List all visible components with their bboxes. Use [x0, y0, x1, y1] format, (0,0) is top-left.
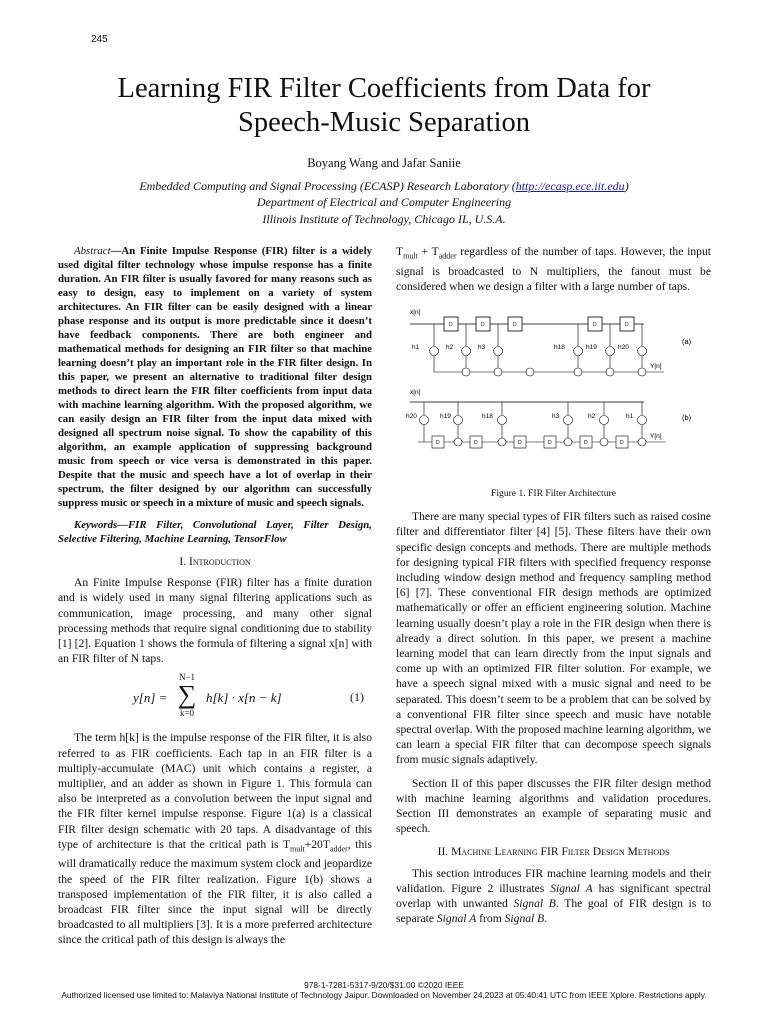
- delay-label: D: [593, 321, 597, 328]
- coeff-label: h19: [586, 343, 597, 351]
- intro-p2-part-c: , this will dramatically reduce the maximum system clock and jeopardize the speed of the FIR filter realization. Figure 1(b) shows a transposed implementation of the FIR filter, it is also called a broadcast FIR filter since the input signal will be directly broadcasted to all multipliers [3]. It is a more preferred architecture since the critical path of this design is always the: [58, 837, 372, 947]
- multiplier-taps-a: [430, 321, 647, 372]
- delay-label: D: [436, 439, 440, 446]
- coeff-label: h1: [412, 343, 420, 351]
- output-label-a: Y[n]: [650, 362, 662, 370]
- footer-license: Authorized licensed use limited to: Malaviya National Institute of Technology Jaipur. Downloaded on November 24,2023 at 05:40:41 UTC from IEEE Xplore. Restrictions apply.: [61, 990, 707, 1000]
- figure-1-caption: Figure 1. FIR Filter Architecture: [491, 487, 616, 499]
- title-line-1: Learning FIR Filter Coefficients from Data for: [117, 73, 651, 104]
- equation-body: h[k] · x[n − k]: [206, 690, 282, 706]
- signal-b-term: Signal B: [513, 897, 556, 910]
- summation: [172, 672, 202, 718]
- intro-paragraph-1: An Finite Impulse Response (FIR) filter has a finite duration and is widely used in many signal filtering applications such as communication, image processing, and many other signal processing methods that require signal conditioning due to stability [1] [2]. Equation 1 shows the formula of filtering a signal x[n] with an FIR filter of N taps.: [58, 576, 372, 666]
- coeff-label: h2: [446, 343, 454, 351]
- coeff-label: h20: [406, 412, 417, 420]
- right-p4-e: .: [544, 912, 548, 926]
- intro-p2-part-b: +20T: [304, 837, 330, 851]
- delay-label: D: [625, 321, 629, 328]
- delay-adder-chain-b: [418, 436, 666, 448]
- lab-name: Embedded Computing and Signal Processing (ECASP) Research Laboratory (: [139, 179, 516, 193]
- output-label-b: Y[n]: [650, 432, 662, 440]
- page-number: 245: [91, 34, 108, 45]
- signal-b-term: Signal B: [504, 912, 545, 926]
- delay-label: D: [449, 321, 453, 328]
- left-column: [58, 244, 372, 956]
- coeff-label: h1: [626, 412, 634, 420]
- coeff-label: h20: [618, 343, 629, 351]
- sub-label-a: (a): [682, 336, 692, 346]
- affiliation-institute: Illinois Institute of Technology, Chicago IL, U.S.A.: [262, 212, 506, 226]
- delay-label: D: [513, 321, 517, 328]
- section-title: Introduction: [189, 555, 251, 568]
- coeff-labels-a: [412, 337, 692, 370]
- sub-label-b: (b): [682, 412, 692, 422]
- delay-label: D: [518, 439, 522, 446]
- abstract-label: Abstract: [74, 245, 111, 257]
- paper-title: [0, 72, 768, 140]
- section-heading-methods: [396, 844, 711, 859]
- keywords: Keywords—FIR Filter, Convolutional Layer, Filter Design, Selective Filtering, Machine Learning, TensorFlow: [58, 519, 372, 545]
- intro-paragraph-2: [58, 730, 372, 947]
- delay-label: D: [548, 439, 552, 446]
- footer-isbn: 978-1-7281-5317-9/20/$31.00 ©2020 IEEE: [304, 980, 464, 990]
- right-column: [396, 244, 711, 934]
- section-number: I.: [179, 555, 187, 568]
- affiliation-department: Department of Electrical and Computer Engineering: [256, 195, 512, 209]
- section-heading-intro: [58, 554, 372, 569]
- lab-url-link[interactable]: http://ecasp.ece.iit.edu: [515, 179, 625, 193]
- section-title: Machine Learning FIR Filter Design Methods: [451, 845, 670, 859]
- multiplier-taps-b: [420, 402, 647, 442]
- equation-number: (1): [350, 690, 364, 705]
- signal-a-term: Signal A: [436, 912, 477, 926]
- abstract: [58, 244, 372, 510]
- right-p4-d: from: [476, 912, 505, 926]
- delay-label: D: [481, 321, 485, 328]
- right-p1-t: T: [396, 245, 404, 258]
- right-paragraph-4: [396, 866, 711, 927]
- abstract-text: —An Finite Impulse Response (FIR) filter is a widely used digital filter technology whose impulse response has a finite duration. An FIR filter is usually favored for many reasons such as easy to design, easy to implement on a variety of system architectures. An FIR filter can be easily designed with a linear phase response and its output is more predictable since it doesn’t have feedback components. There are both engineer and mathematical methods for designing an FIR filter so that machine learning doesn’t play an important role in the FIR filter design. In this paper, we present an alternative to traditional filter design methods to direct learn the FIR filter coefficients from input data with machine learning algorithm. With the proposed algorithm, we can easily design an FIR filter from the input data mixed with designed all spectrum noise signal. To show the capability of this algorithm, an example application of suppressing background music from speech or vice versa is demonstrated in this paper. Despite that the music and speech have a lot of overlap in their spectrum, the filter designed by our algorithm can successfully suppress music or speech in a mixture of music and speech signals.: [58, 245, 372, 509]
- delay-labels-b: [436, 440, 624, 446]
- coeff-label: h3: [552, 412, 560, 420]
- coeff-label: h18: [554, 343, 565, 351]
- right-p1-plus-t: + T: [417, 245, 439, 258]
- affiliation-lab: [0, 179, 768, 194]
- signal-a-term: Signal A: [550, 881, 593, 895]
- input-label-a: x[n]: [410, 308, 421, 316]
- delay-label: D: [620, 439, 624, 446]
- authors: Boyang Wang and Jafar Saniie: [307, 156, 461, 170]
- right-paragraph-1: [396, 244, 711, 294]
- sum-upper-limit: N−1: [178, 672, 196, 683]
- equation-lhs: y[n] =: [133, 690, 168, 706]
- delay-label: D: [474, 439, 478, 446]
- right-paragraph-2: There are many special types of FIR filters such as raised cosine filter and differentiator filter [4] [5]. These filters have their own specific design concepts and methods. There are multiple methods for designing typical FIR filters with specified frequency response including window design method and frequency sampling method [6] [7]. These conventional FIR design methods are optimized mathematically or offer an efficient engineering solution. Machine learning usually doesn’t play a role in the FIR design when there is already a direct solution. In this paper, we present a machine learning model that can learn directly from the input signals and come up with an optimized FIR filter solution. For example, we have a speech signal mixed with a music signal and need to be separated. This doesn’t seem to be a problem that can be solved by a conventional FIR filter since speech and music have notable spectral overlap. With the proposed machine learning algorithm, we can learn a special FIR filter that can decompose speech signals from music signals adaptively.: [396, 510, 711, 767]
- equation-1: [58, 674, 372, 720]
- delay-label: D: [584, 439, 588, 446]
- figure-1-fir-architecture: [396, 302, 711, 482]
- sum-lower-limit: k=0: [179, 708, 195, 719]
- title-line-2: Speech-Music Separation: [237, 107, 531, 138]
- subscript-adder-2: adder: [438, 251, 457, 261]
- coeff-label: h18: [482, 412, 493, 420]
- section-number: II.: [437, 845, 449, 859]
- coeff-label: h3: [478, 343, 486, 351]
- adder-chain-a: [434, 368, 664, 376]
- sigma-icon: ∑: [177, 680, 197, 710]
- coeff-label: h19: [440, 412, 451, 420]
- input-label-b: x[n]: [410, 388, 421, 396]
- coeff-label: h2: [588, 412, 596, 420]
- intro-p2-part-a: The term h[k] is the impulse response of the FIR filter, it is also referred to as FIR coefficients. Each tap in an FIR filter is a multiply-accumulate (MAC) unit which contains a register, a multiplier, and an adder as shown in Figure 1. This formula can also be interpreted as a convolution between the input signal and the FIR filter kernel impulse response. Figure 1(a) is a classical FIR filter design schematic with 20 taps. A disadvantage of this type of architecture is that the critical path is T: [58, 731, 372, 851]
- right-p1-text: regardless of the number of taps. However, the input signal is broadcasted to N multipliers, the fanout must be considered when we design a filter with a large number of taps.: [396, 245, 711, 293]
- right-p4-c: . The goal of FIR design is to separate: [396, 897, 711, 926]
- subscript-mult-2: mult: [403, 251, 418, 261]
- lab-close-paren: ): [624, 179, 629, 193]
- right-p4-a: This section introduces FIR machine learning models and their validation. Figure 2 illustrates: [396, 866, 711, 895]
- right-paragraph-3: Section II of this paper discusses the FIR filter design method with machine learning algorithms and validation procedures. Section III demonstrates an example of separating music and speech.: [396, 776, 711, 836]
- fir-architecture-diagram: [404, 302, 704, 480]
- subscript-mult: mult: [290, 844, 305, 854]
- right-p4-b: has significant spectral overlap with unwanted: [396, 881, 712, 910]
- subscript-adder: adder: [329, 844, 348, 854]
